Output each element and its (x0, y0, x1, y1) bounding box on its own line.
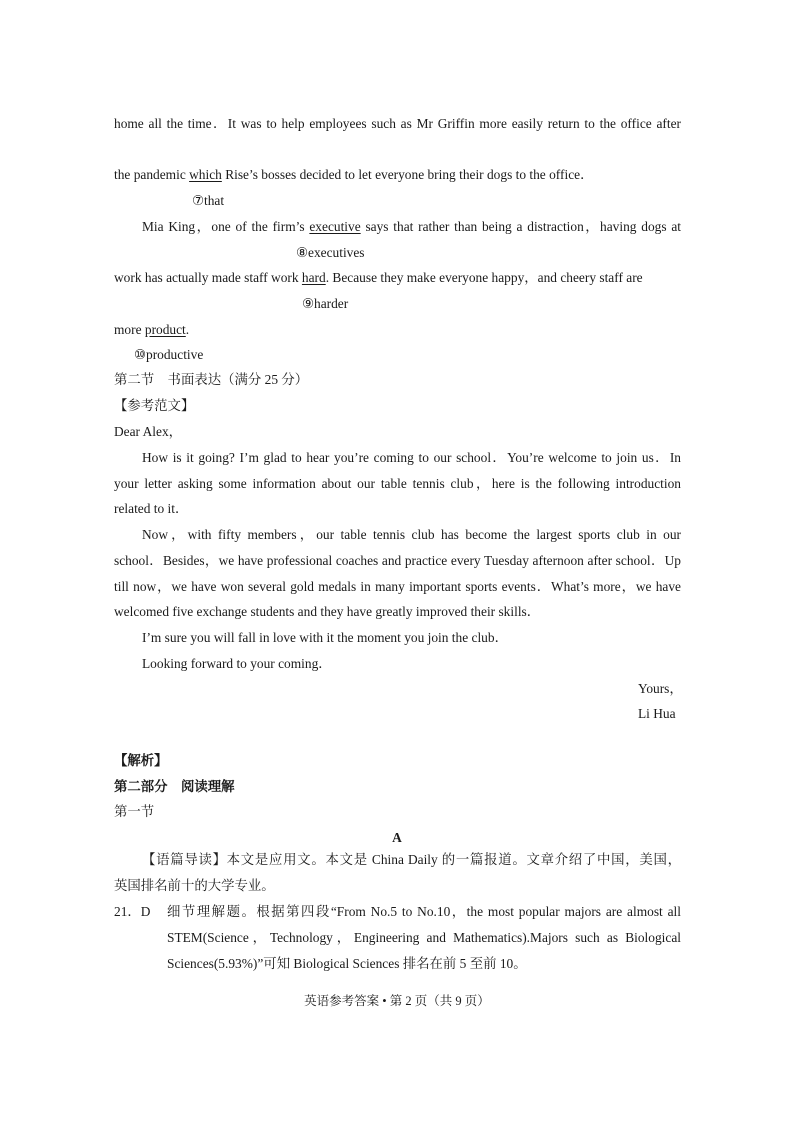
error-word-8: executive (309, 219, 361, 234)
passage-guide: 【语篇导读】本文是应用文。本文是 China Daily 的一篇报道。文章介绍了中国，美国， (142, 852, 681, 867)
passage-text: work has actually made staff work (114, 270, 302, 285)
letter-p1-line-2: your letter asking some information about our table tennis club，here is the following introduction (114, 476, 681, 491)
correction-8: ⑧executives (296, 245, 365, 260)
passage-text: . Because they make everyone happy，and cheery staff are (325, 270, 643, 285)
section-title: 第二节 书面表达（满分 25 分） (114, 372, 309, 387)
letter-p4: Looking forward to your coming． (142, 656, 332, 671)
question-21-line-2: STEM(Science，Technology，Engineering and Mathematics).Majors such as Biological (167, 930, 681, 945)
passage-text: . (185, 322, 190, 337)
passage-text: says that rather than being a distraction，having dogs at (360, 219, 681, 234)
analysis-label: 【解析】 (114, 753, 168, 768)
letter-signature: Li Hua (638, 706, 676, 721)
error-word-9: hard (301, 270, 326, 285)
passage-text: more (114, 322, 145, 337)
analysis-part-title: 第二部分 阅读理解 (114, 779, 235, 794)
page-footer: 英语参考答案 • 第 2 页（共 9 页） (304, 994, 490, 1008)
letter-p3: I’m sure you will fall in love with it the moment you join the club． (142, 630, 508, 645)
letter-closing: Yours， (638, 681, 683, 696)
passage-text: Mia King，one of the firm’s (142, 219, 310, 234)
passage-line-1: home all the time．It was to help employees such as Mr Griffin more easily return to the office after (114, 116, 681, 131)
error-word-7: which (189, 167, 222, 182)
letter-p2-line-4: welcomed five exchange students and they have greatly improved their skills． (114, 604, 541, 619)
sample-label: 【参考范文】 (114, 398, 195, 413)
passage-line-5 (114, 322, 189, 338)
question-21-line-1: 细节理解题。根据第四段“From No.5 to No.10，the most popular majors are almost all (167, 904, 681, 919)
passage-guide-line-2: 英国排名前十的大学专业。 (114, 878, 275, 893)
question-21-line-3: Sciences(5.93%)”可知 Biological Sciences 排名在前 5 至前 10。 (167, 956, 527, 971)
correction-9: ⑨harder (302, 296, 349, 311)
passage-text: the pandemic (114, 167, 190, 182)
letter-p2-line-3: till now，we have won several gold medals in many important sports events．What’s more，we have (114, 579, 681, 594)
error-word-10: product (144, 322, 186, 337)
passage-line-2 (114, 167, 593, 183)
correction-7: ⑦that (192, 193, 225, 208)
correction-10: ⑩productive (134, 347, 204, 362)
letter-p2-line-2: school．Besides，we have professional coaches and practice every Tuesday afternoon after school．Up (114, 553, 681, 568)
passage-letter: A (392, 830, 402, 845)
analysis-section: 第一节 (114, 804, 155, 819)
letter-p2-line-1: Now，with fifty members，our table tennis club has become the largest sports club in our (142, 527, 681, 542)
passage-line-3 (142, 219, 681, 235)
passage-line-4 (114, 270, 643, 286)
letter-greeting: Dear Alex， (114, 424, 183, 439)
letter-p1-line-3: related to it． (114, 501, 189, 516)
question-21-answer: 21．D (114, 904, 151, 919)
passage-text: Rise’s bosses decided to let everyone bring their dogs to the office． (221, 167, 594, 182)
letter-p1-line-1: How is it going? I’m glad to hear you’re coming to our school．You’re welcome to join us．In (142, 450, 681, 465)
